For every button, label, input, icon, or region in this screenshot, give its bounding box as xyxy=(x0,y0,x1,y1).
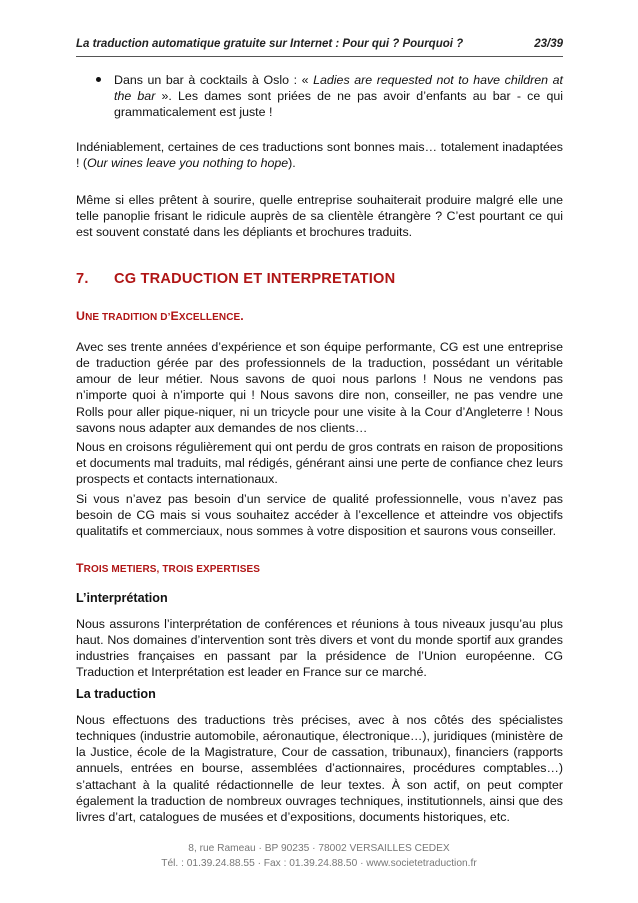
body-paragraph: Nous en croisons régulièrement qui ont perdu de gros contrats en raison de propositions et documents mal traduits, mal rédigés, générant ainsi une perte de confiance chez leurs prospects et contacts internationaux. xyxy=(76,440,563,487)
page-footer xyxy=(0,841,638,871)
subheading-cap: E xyxy=(170,308,179,323)
section-title: CG TRADUCTION ET INTERPRETATION xyxy=(114,270,396,287)
body-paragraph: Si vous n’avez pas besoin d’un service de qualité professionnelle, vous n’avez pas besoin de CG mais si vous souhaitez accéder à l’excellence et atteindre vos objectifs qualitatifs et commerciaux, nous sommes à votre disposition et saurons vous conseiller. xyxy=(76,491,563,539)
interpretation-heading: L’interprétation xyxy=(76,591,168,606)
bullet-prefix: Dans un bar à cocktails à Oslo : « xyxy=(114,73,314,87)
list-item xyxy=(114,72,563,121)
subheading-text: ROIS METIERS xyxy=(83,564,157,576)
section-number: 7. xyxy=(76,270,89,287)
paragraph-1-end: ). xyxy=(288,155,296,170)
interpretation-text: Nous assurons l’interprétation de conférences et réunions à tous niveaux jusqu’au plus haut. Nos domaines d’intervention sont très divers et vont du monde sportif aux grandes industries françaises en passant par la présidence de l’Union européenne. CG Traduction et Interprétation est leader en France sur ce marché. xyxy=(76,616,563,680)
paragraph-1-text: Indéniablement, certaines de ces traductions sont bonnes mais… totalement inadaptées ! ( xyxy=(76,139,563,170)
subheading-text: TROIS EXPERTISES xyxy=(162,564,261,576)
subheading-expertises xyxy=(76,560,563,578)
page-header xyxy=(76,36,563,57)
subheading-text: XCELLENCE xyxy=(178,311,241,323)
paragraph-1-quote: Our wines leave you nothing to hope xyxy=(87,155,289,170)
subheading-comma: , xyxy=(156,564,163,576)
bullet-icon xyxy=(96,77,101,82)
translation-heading: La traduction xyxy=(76,687,156,702)
subheading-end: . xyxy=(240,308,244,323)
translation-text: Nous effectuons des traductions très précises, avec à nos côtés des spécialistes techniques (industrie automobile, aéronautique, électronique…), juridiques (ministère de la Justice, école de la Magistrature, Cour de cassation, tribunaux), financiers (rapports annuels, entrées en bourse, assemblées d’actionnaires, procédures comptables…) s’attachant à la qualité rédactionnelle de leur textes. À son actif, on peut compter également la traduction de nombreux ouvrages techniques, institutionnels, ainsi que des livres d’art, catalogues de musées et d’expositions, documents historiques, etc. xyxy=(76,712,563,824)
subheading-text: NE TRADITION D’ xyxy=(85,311,171,323)
footer-contact: Tél. : 01.39.24.88.55 · Fax : 01.39.24.88.50 · www.societetraduction.fr xyxy=(161,858,477,869)
paragraph-2: Même si elles prêtent à sourire, quelle entreprise souhaiterait produire malgré elle une telle panoplie frisant le ridicule auprès de sa clientèle étrangère ? C’est pourtant ce qui est souvent constaté dans les dépliants et brochures traduits. xyxy=(76,193,563,240)
header-title: La traduction automatique gratuite sur Internet : Pour qui ? Pourquoi ? xyxy=(76,38,464,50)
bullet-list xyxy=(76,72,563,121)
bullet-suffix: ». Les dames sont priées de ne pas avoir d’enfants au bar - ce qui grammaticalement est juste ! xyxy=(114,89,563,120)
footer-address: 8, rue Rameau · BP 90235 · 78002 VERSAILLES CEDEX xyxy=(188,843,450,854)
body-paragraph: Avec ses trente années d’expérience et son équipe performante, CG est une entreprise de traduction gérée par des professionnels de la traduction, possédant un véritable amour de leur métier. Nous savons de quoi nous parlons ! Nous ne vendons pas n’importe quoi à n’importe qui ! Nous savons dire non, conseiller, ne pas vendre une Rolls pour aller pique-niquer, ni un tricycle pour une visite à la Cour d’Angleterre ! Nous savons nous adapter aux demandes de nos clients… xyxy=(76,339,563,435)
section-heading xyxy=(76,271,563,287)
subheading-cap: U xyxy=(76,308,86,323)
subheading-excellence xyxy=(76,308,563,326)
page-content xyxy=(76,72,563,825)
page-number: 23/39 xyxy=(534,38,563,50)
bullet-quote: Ladies are requested not to have children at the bar xyxy=(114,73,563,104)
subheading-cap: T xyxy=(76,561,84,576)
paragraph-1 xyxy=(76,139,563,171)
